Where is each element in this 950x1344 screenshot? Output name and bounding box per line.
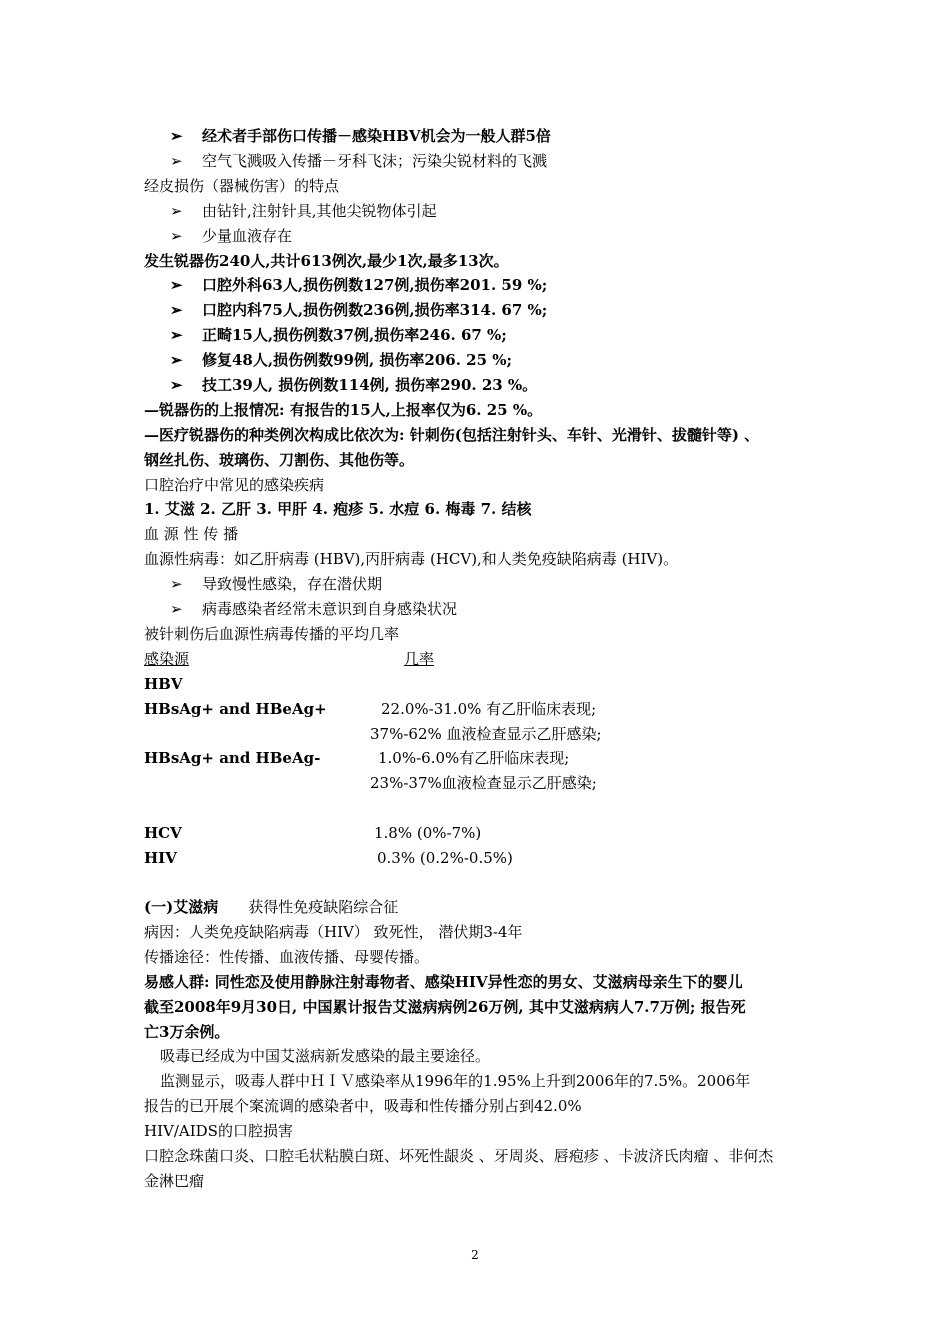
section-title-name: 获得性免疫缺陷综合征 xyxy=(248,898,399,916)
section-heading: 经皮损伤（器械伤害）的特点 xyxy=(144,177,340,195)
paragraph: 易感人群: 同性恋及使用静脉注射毒物者、感染HIV异性恋的男女、艾滋病母亲生下的婴儿 xyxy=(144,973,743,991)
section-title xyxy=(144,895,398,919)
table-cell: 1.8% (0%-7%) xyxy=(374,824,482,842)
table-row-label: HBV xyxy=(144,675,183,693)
list-item xyxy=(170,373,537,397)
section-heading: 口腔治疗中常见的感染疾病 xyxy=(144,476,325,494)
table-header-source: 感染源 xyxy=(144,650,190,668)
paragraph: —医疗锐器伤的种类例次构成比依次为: 针刺伤(包括注射针头、车针、光滑针、拔髓针等) 、 xyxy=(144,426,760,444)
table-cell: 37%-62% 血液检查显示乙肝感染; xyxy=(370,725,602,743)
paragraph: 传播途径：性传播、血液传播、母婴传播。 xyxy=(144,948,430,966)
paragraph: 病因：人类免疫缺陷病毒（HIV） 致死性， 潜伏期3-4年 xyxy=(144,923,523,941)
list-item-text: 病毒感染者经常未意识到自身感染状况 xyxy=(202,600,458,618)
section-heading: 血 源 性 传 播 xyxy=(144,525,239,543)
arrow-bullet-icon: ➢ xyxy=(170,152,183,170)
list-item-text: 空气飞溅吸入传播－牙科飞沫；污染尖锐材料的飞溅 xyxy=(202,152,548,170)
list-item xyxy=(170,348,512,372)
paragraph: 吸毒已经成为中国艾滋病新发感染的最主要途径。 xyxy=(160,1047,491,1065)
paragraph: —锐器伤的上报情况: 有报告的15人,上报率仅为6. 25 %。 xyxy=(144,401,543,419)
paragraph: 1. 艾滋 2. 乙肝 3. 甲肝 4. 疱疹 5. 水痘 6. 梅毒 7. 结核 xyxy=(144,500,532,518)
table-row-label: HIV xyxy=(144,849,177,867)
table-row-label: HBsAg+ and HBeAg+ xyxy=(144,700,327,718)
list-item-text: 经术者手部伤口传播－感染HBV机会为一般人群5倍 xyxy=(202,127,551,145)
list-item xyxy=(170,124,551,148)
arrow-bullet-icon: ➢ xyxy=(170,575,183,593)
table-cell: 0.3% (0.2%-0.5%) xyxy=(377,849,513,867)
table-row-label: HCV xyxy=(144,824,182,842)
arrow-bullet-icon: ➢ xyxy=(170,351,183,369)
list-item xyxy=(170,572,382,596)
list-item xyxy=(170,597,457,621)
paragraph: 钢丝扎伤、玻璃伤、刀割伤、其他伤等。 xyxy=(144,451,415,469)
paragraph: 血源性病毒：如乙肝病毒 (HBV),丙肝病毒 (HCV),和人类免疫缺陷病毒 (HIV)。 xyxy=(144,550,679,568)
list-item xyxy=(170,298,547,322)
paragraph: 亡3万余例。 xyxy=(144,1023,230,1041)
table-cell: 1.0%-6.0%有乙肝临床表现; xyxy=(378,749,570,767)
section-heading: HIV/AIDS的口腔损害 xyxy=(144,1122,293,1140)
list-item-text: 修复48人,损伤例数99例, 损伤率206. 25 %; xyxy=(202,351,513,369)
list-item xyxy=(170,149,547,173)
arrow-bullet-icon: ➢ xyxy=(170,127,183,145)
table-cell: 23%-37%血液检查显示乙肝感染; xyxy=(370,774,597,792)
list-item xyxy=(170,323,507,347)
section-heading: 被针刺伤后血源性病毒传播的平均几率 xyxy=(144,625,400,643)
arrow-bullet-icon: ➢ xyxy=(170,276,183,294)
list-item xyxy=(170,224,292,248)
page-number: 2 xyxy=(471,1248,479,1262)
arrow-bullet-icon: ➢ xyxy=(170,326,183,344)
paragraph: 截至2008年9月30日, 中国累计报告艾滋病病例26万例, 其中艾滋病病人7.7万例; 报告死 xyxy=(144,998,746,1016)
list-item-text: 正畸15人,损伤例数37例,损伤率246. 67 %; xyxy=(202,326,507,344)
paragraph: 口腔念珠菌口炎、口腔毛状粘膜白斑、坏死性龈炎 、牙周炎、唇疱疹 、卡波济氏肉瘤 、非何杰 xyxy=(144,1147,774,1165)
arrow-bullet-icon: ➢ xyxy=(170,227,183,245)
table-header-rate: 几率 xyxy=(404,650,435,668)
arrow-bullet-icon: ➢ xyxy=(170,301,183,319)
list-item xyxy=(170,199,437,223)
list-item-text: 技工39人, 损伤例数114例, 损伤率290. 23 %。 xyxy=(202,376,538,394)
list-item-text: 少量血液存在 xyxy=(202,227,293,245)
paragraph: 监测显示，吸毒人群中ＨＩＶ感染率从1996年的1.95%上升到2006年的7.5%。2006年 xyxy=(160,1072,751,1090)
paragraph: 报告的已开展个案流调的感染者中，吸毒和性传播分别占到42.0% xyxy=(144,1097,582,1115)
arrow-bullet-icon: ➢ xyxy=(170,202,183,220)
list-item-text: 由钻针,注射针具,其他尖锐物体引起 xyxy=(202,202,437,220)
section-title-number: (一)艾滋病 xyxy=(144,898,219,916)
paragraph: 发生锐器伤240人,共计613例次,最少1次,最多13次。 xyxy=(144,252,509,270)
arrow-bullet-icon: ➢ xyxy=(170,600,183,618)
paragraph: 金淋巴瘤 xyxy=(144,1172,205,1190)
list-item-text: 口腔内科75人,损伤例数236例,损伤率314. 67 %; xyxy=(202,301,548,319)
list-item-text: 导致慢性感染，存在潜伏期 xyxy=(202,575,383,593)
table-row-label: HBsAg+ and HBeAg- xyxy=(144,749,321,767)
list-item-text: 口腔外科63人,损伤例数127例,损伤率201. 59 %; xyxy=(202,276,548,294)
table-cell: 22.0%-31.0% 有乙肝临床表现; xyxy=(381,700,597,718)
arrow-bullet-icon: ➢ xyxy=(170,376,183,394)
list-item xyxy=(170,273,547,297)
